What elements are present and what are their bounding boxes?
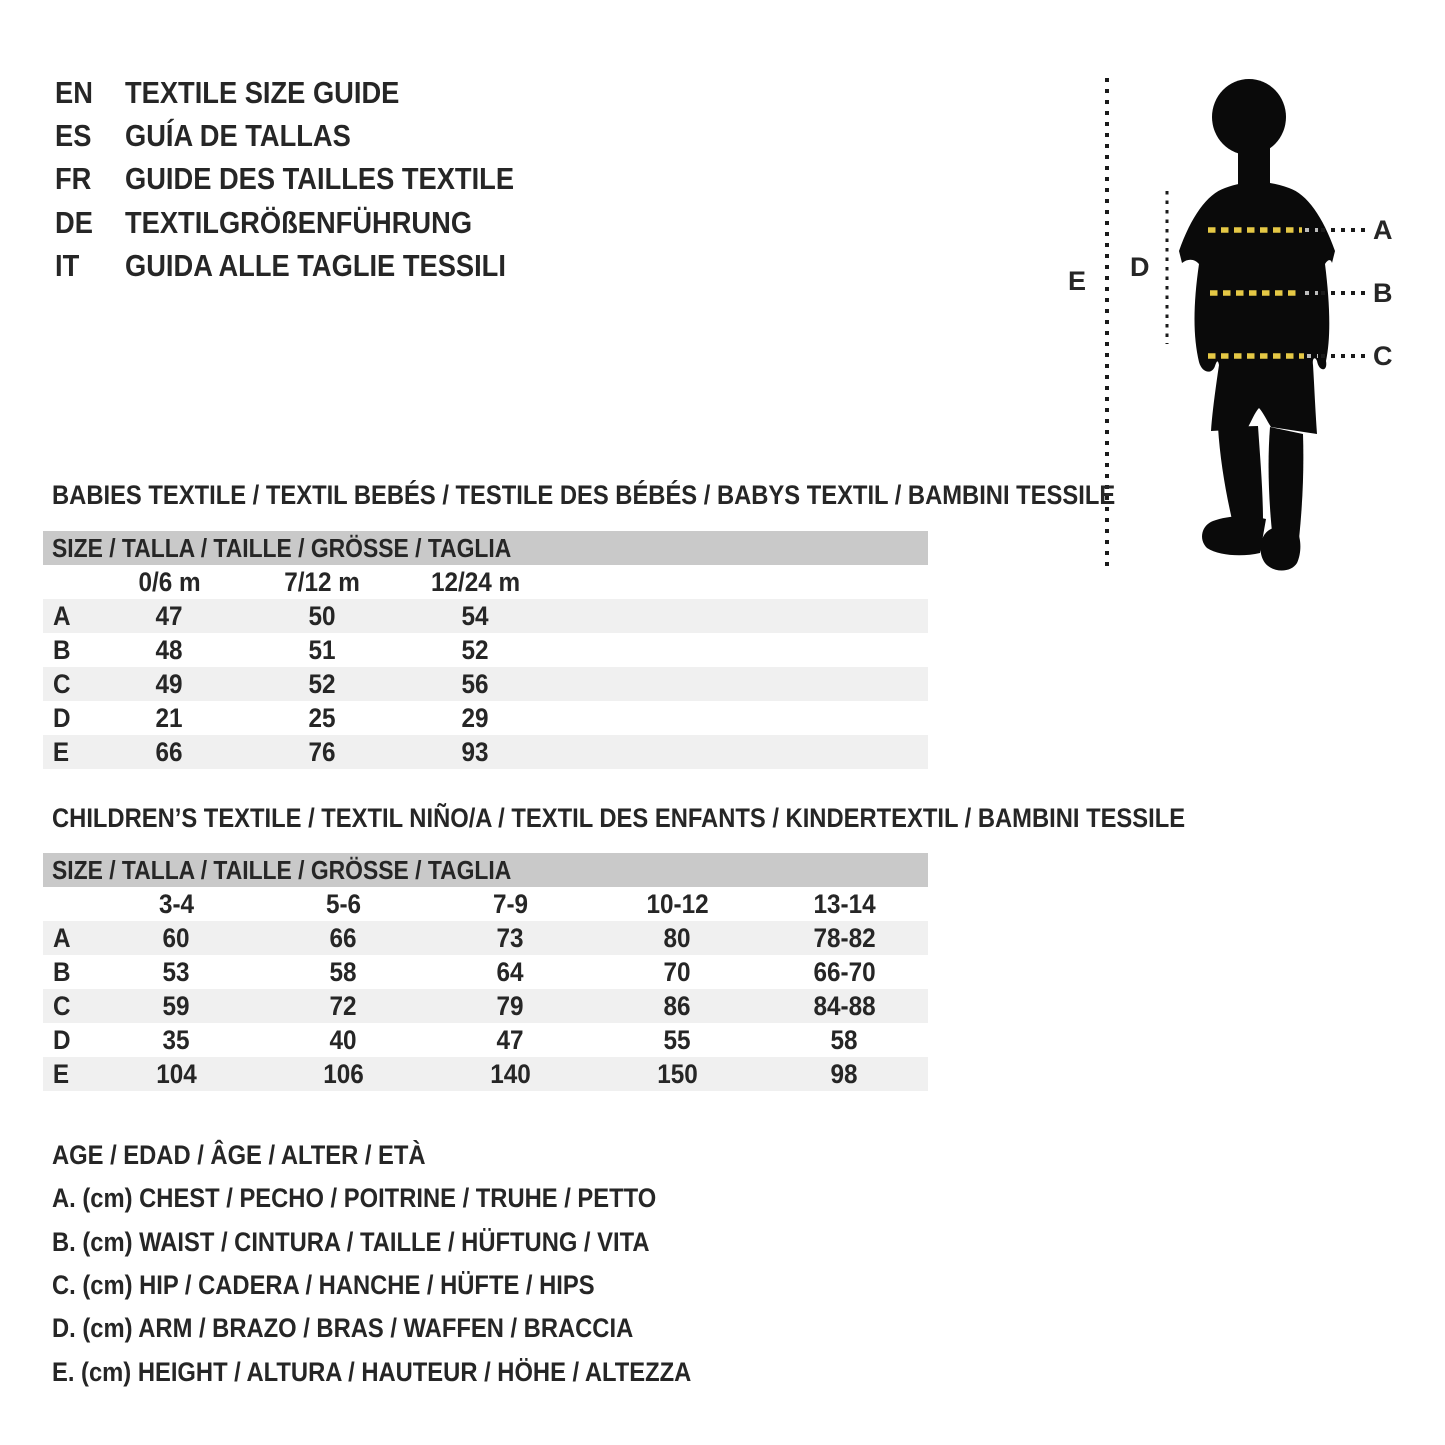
table-row-a [43, 921, 928, 955]
cell-value: 66 [329, 922, 358, 953]
cell-value: 49 [155, 668, 184, 699]
table-row-e [43, 1057, 928, 1091]
cell-value: 59 [162, 990, 191, 1021]
cell-value: 47 [496, 1024, 525, 1055]
cell-value: 21 [155, 702, 184, 733]
column-header: 7/12 m [284, 566, 361, 597]
lang-row-it [55, 244, 567, 287]
column-header: 13-14 [813, 888, 876, 919]
lang-label: GUÍA DE TALLAS [125, 117, 351, 153]
cell-value: 29 [461, 702, 490, 733]
size-header-label: SIZE / TALLA / TAILLE / GRÖSSE / TAGLIA [52, 854, 512, 885]
cell-value: 72 [329, 990, 358, 1021]
lang-code: IT [55, 247, 80, 283]
cell-value: 40 [329, 1024, 358, 1055]
babies-size-header-bar [43, 531, 928, 565]
measurement-legend [52, 1134, 778, 1394]
chest-marker-label: A [1373, 215, 1393, 245]
lang-code: DE [55, 204, 93, 240]
row-label: C [52, 668, 71, 699]
table-row-a [43, 599, 928, 633]
cell-value: 55 [663, 1024, 692, 1055]
cell-value: 25 [308, 702, 337, 733]
lang-label: TEXTILE SIZE GUIDE [125, 74, 400, 110]
row-label: A [52, 922, 71, 953]
lang-code: FR [55, 161, 92, 197]
legend-arm: D. (cm) ARM / BRAZO / BRAS / WAFFEN / BRACCIA [52, 1313, 634, 1344]
cell-value: 58 [830, 1024, 859, 1055]
legend-hip: C. (cm) HIP / CADERA / HANCHE / HÜFTE / HIPS [52, 1270, 595, 1301]
row-label: B [52, 956, 71, 987]
table-row-b [43, 955, 928, 989]
cell-value: 48 [155, 634, 184, 665]
lang-row-fr [55, 158, 567, 201]
cell-value: 150 [657, 1058, 698, 1089]
table-row-e [43, 735, 928, 769]
column-header: 5-6 [325, 888, 362, 919]
table-row-b [43, 633, 928, 667]
lang-label: TEXTILGRÖßENFÜHRUNG [125, 204, 473, 240]
babies-section-title: BABIES TEXTILE / TEXTIL BEBÉS / TESTILE DES BÉBÉS / BABYS TEXTIL / BAMBINI TESSILE [52, 480, 1116, 510]
cell-value: 80 [663, 922, 692, 953]
cell-value: 79 [496, 990, 525, 1021]
lang-row-de [55, 201, 567, 244]
cell-value: 66-70 [813, 956, 876, 987]
row-label: B [52, 634, 71, 665]
cell-value: 86 [663, 990, 692, 1021]
cell-value: 51 [308, 634, 337, 665]
arm-marker-label: D [1130, 252, 1150, 282]
lang-label: GUIDA ALLE TAGLIE TESSILI [125, 247, 506, 283]
legend-chest: A. (cm) CHEST / PECHO / POITRINE / TRUHE / PETTO [52, 1183, 657, 1214]
row-label: D [52, 702, 71, 733]
babies-size-table [43, 531, 928, 769]
cell-value: 140 [490, 1058, 531, 1089]
lang-code: EN [55, 74, 93, 110]
children-size-table [43, 853, 928, 1091]
column-header: 12/24 m [430, 566, 521, 597]
cell-value: 106 [323, 1058, 364, 1089]
legend-waist: B. (cm) WAIST / CINTURA / TAILLE / HÜFTUNG / VITA [52, 1226, 650, 1257]
lang-code: ES [55, 117, 92, 153]
cell-value: 52 [308, 668, 337, 699]
babies-columns-row [43, 565, 928, 599]
cell-value: 98 [830, 1058, 859, 1089]
cell-value: 50 [308, 600, 337, 631]
cell-value: 73 [496, 922, 525, 953]
cell-value: 56 [461, 668, 490, 699]
row-label: E [52, 736, 70, 767]
table-row-c [43, 989, 928, 1023]
cell-value: 47 [155, 600, 184, 631]
cell-value: 60 [162, 922, 191, 953]
column-header: 0/6 m [138, 566, 201, 597]
row-label: D [52, 1024, 71, 1055]
size-measure-figure [1060, 60, 1445, 600]
waist-marker-label: B [1373, 278, 1393, 308]
column-header: 3-4 [158, 888, 195, 919]
cell-value: 84-88 [813, 990, 876, 1021]
cell-value: 53 [162, 956, 191, 987]
children-size-header-bar [43, 853, 928, 887]
row-label: E [52, 1058, 70, 1089]
cell-value: 66 [155, 736, 184, 767]
size-header-label: SIZE / TALLA / TAILLE / GRÖSSE / TAGLIA [52, 532, 512, 563]
lang-label: GUIDE DES TAILLES TEXTILE [125, 161, 515, 197]
table-row-c [43, 667, 928, 701]
language-title-block [55, 71, 567, 287]
cell-value: 70 [663, 956, 692, 987]
row-label: A [52, 600, 71, 631]
table-row-d [43, 1023, 928, 1057]
children-columns-row [43, 887, 928, 921]
legend-age: AGE / EDAD / ÂGE / ALTER / ETÀ [52, 1140, 426, 1171]
cell-value: 35 [162, 1024, 191, 1055]
cell-value: 54 [461, 600, 490, 631]
cell-value: 104 [156, 1058, 197, 1089]
hip-marker-label: C [1373, 341, 1393, 371]
lang-row-es [55, 114, 567, 157]
children-section-title: CHILDREN’S TEXTILE / TEXTIL NIÑO/A / TEXTIL DES ENFANTS / KINDERTEXTIL / BAMBINI TESSILE [52, 803, 1186, 833]
cell-value: 64 [496, 956, 525, 987]
height-marker-label: E [1068, 266, 1087, 296]
cell-value: 52 [461, 634, 490, 665]
lang-row-en [55, 71, 567, 114]
cell-value: 78-82 [813, 922, 876, 953]
legend-height: E. (cm) HEIGHT / ALTURA / HAUTEUR / HÖHE / ALTEZZA [52, 1356, 692, 1387]
cell-value: 58 [329, 956, 358, 987]
cell-value: 76 [308, 736, 337, 767]
row-label: C [52, 990, 71, 1021]
cell-value: 93 [461, 736, 490, 767]
column-header: 10-12 [646, 888, 709, 919]
table-row-d [43, 701, 928, 735]
column-header: 7-9 [492, 888, 529, 919]
